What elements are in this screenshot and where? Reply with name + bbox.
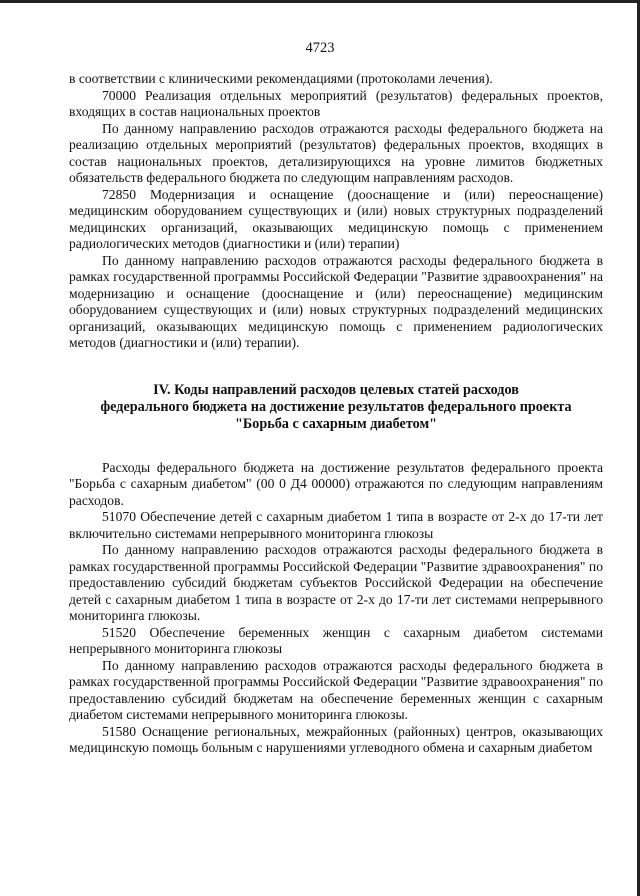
scan-edge-top bbox=[0, 0, 640, 3]
paragraph-51520-description: По данному направлению расходов отражаются расходы федерального бюджета в рамках государственной программы Российской Федерации "Развитие здравоохранения" по предоставлению субсидий бюджетам на обеспечение беременных женщин с сахарным диабетом системами непрерывного мониторинга глюкозы. bbox=[69, 657, 603, 722]
paragraph-code-72850: 72850 Модернизация и оснащение (дооснащение и (или) переоснащение) медицинским оборудованием существующих и (или) новых структурных подразделений медицинских организаций, оказывающих медицинскую помощь с применением радиологических методов (диагностики и (или) терапии) bbox=[69, 186, 603, 251]
paragraph-70000-description: По данному направлению расходов отражаются расходы федерального бюджета на реализацию отдельных мероприятий (результатов) федеральных проектов, входящих в состав национальных проектов, детализирующихся на уровне лимитов бюджетных обязательств федерального бюджета по следующим направлениям расходов. bbox=[69, 120, 603, 185]
document-body bbox=[69, 71, 603, 757]
section-heading-line-3: "Борьба с сахарным диабетом" bbox=[234, 415, 438, 432]
paragraph-code-51070: 51070 Обеспечение детей с сахарным диабетом 1 типа в возрасте от 2-х до 17-ти лет включительно системами непрерывного мониторинга глюкозы bbox=[69, 509, 603, 541]
paragraph-code-51580: 51580 Оснащение региональных, межрайонных (районных) центров, оказывающих медицинскую помощь больным с нарушениями углеводного обмена и сахарным диабетом bbox=[69, 723, 603, 755]
section-heading bbox=[69, 382, 603, 433]
paragraph-51070-description: По данному направлению расходов отражаются расходы федерального бюджета в рамках государственной программы Российской Федерации "Развитие здравоохранения" по предоставлению субсидий бюджетам субъектов Российской Федерации на обеспечение детей с сахарным диабетом 1 типа в возрасте от 2-х до 17-ти лет системами непрерывного мониторинга глюкозы. bbox=[69, 542, 603, 623]
section-heading-line-2: федерального бюджета на достижение результатов федерального проекта bbox=[100, 398, 572, 415]
paragraphs-bottom bbox=[69, 460, 603, 757]
paragraph-code-51520: 51520 Обеспечение беременных женщин с сахарным диабетом системами непрерывного мониторинга глюкозы bbox=[69, 624, 603, 656]
paragraphs-top bbox=[69, 71, 603, 352]
paragraph-section-intro: Расходы федерального бюджета на достижение результатов федерального проекта "Борьба с сахарным диабетом" (00 0 Д4 00000) отражаются по следующим направлениям расходов. bbox=[69, 459, 603, 508]
paragraph-72850-description: По данному направлению расходов отражаются расходы федерального бюджета в рамках государственной программы Российской Федерации "Развитие здравоохранения" на модернизацию и оснащение (дооснащение и (или) переоснащение) медицинским оборудованием существующих и (или) новых структурных подразделений медицинских организаций, оказывающих медицинскую помощь с применением радиологических методов (диагностики и (или) терапии). bbox=[69, 252, 603, 350]
paragraph-continuation: в соответствии с клиническими рекомендациями (протоколами лечения). bbox=[69, 71, 493, 86]
section-heading-line-1: IV. Коды направлений расходов целевых статей расходов bbox=[153, 381, 519, 398]
page-number: 4723 bbox=[305, 40, 335, 56]
paragraph-code-70000: 70000 Реализация отдельных мероприятий (результатов) федеральных проектов, входящих в состав национальных проектов bbox=[69, 87, 603, 119]
